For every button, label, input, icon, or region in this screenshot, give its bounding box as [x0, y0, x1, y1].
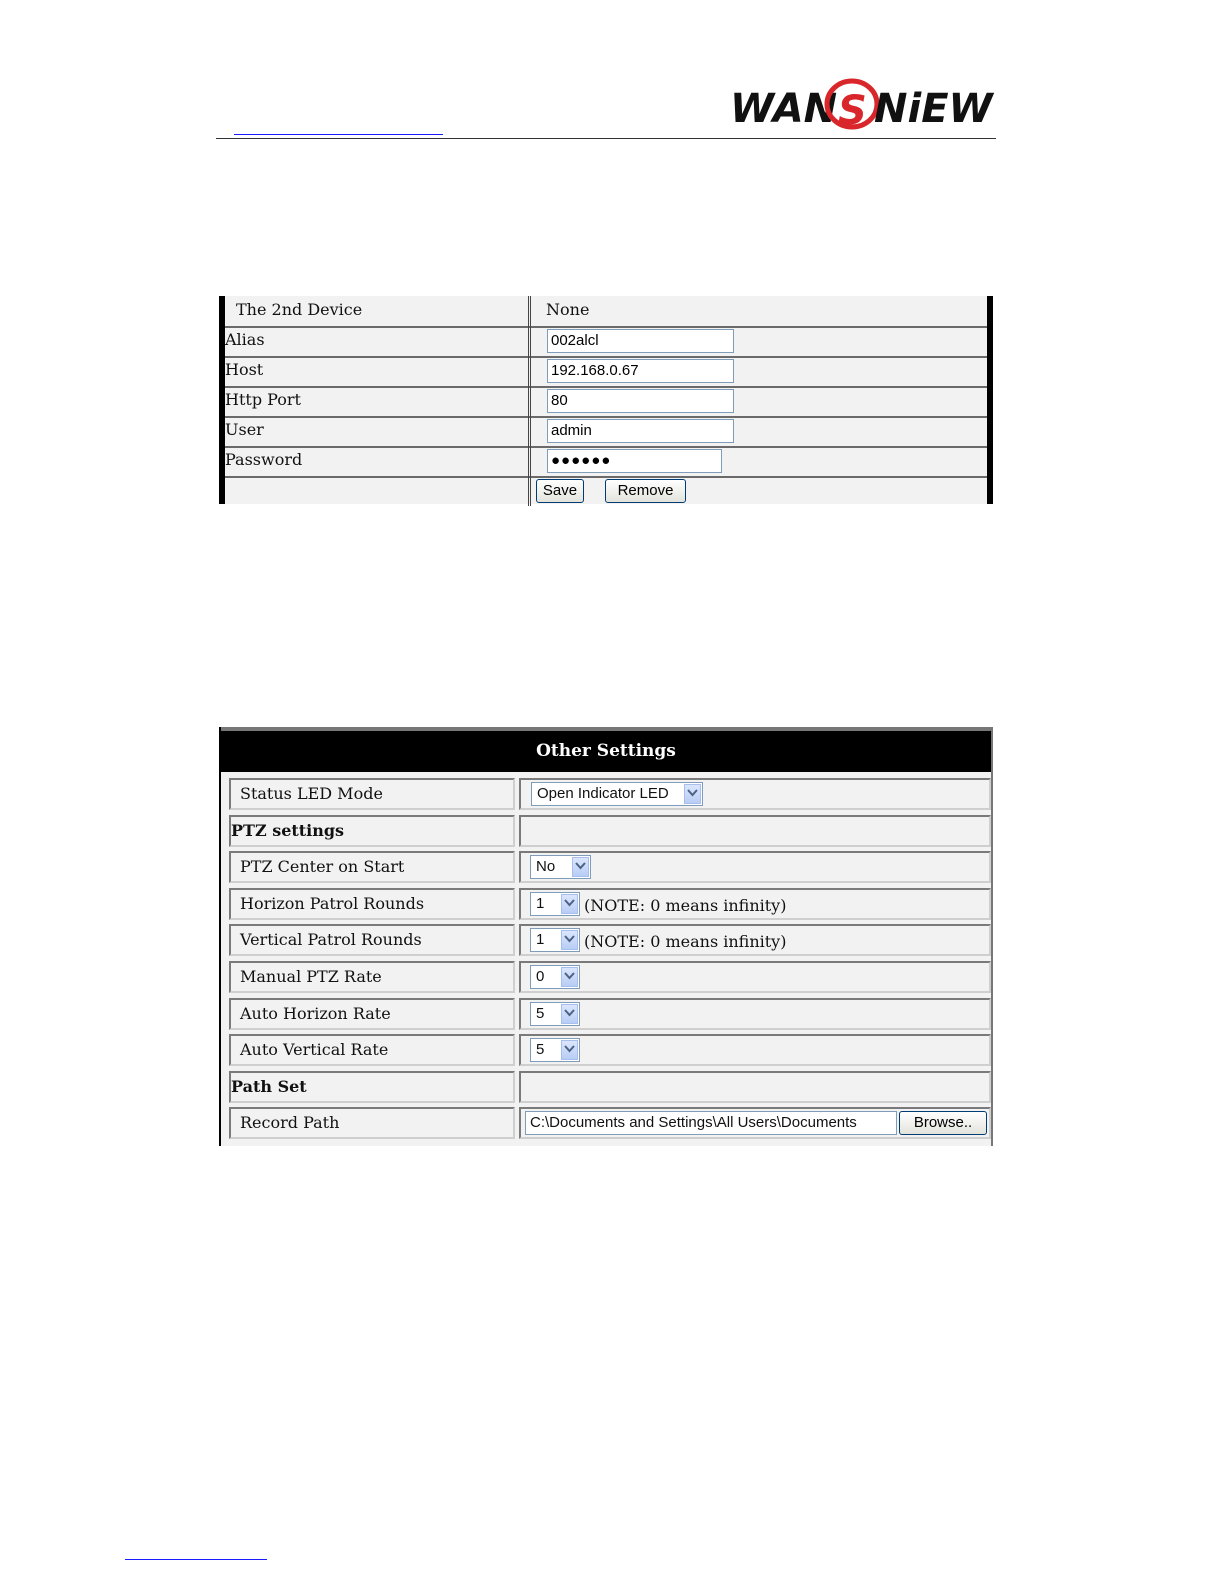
device-row [225, 326, 987, 358]
remove-button[interactable]: Remove [605, 479, 686, 503]
auto-horizon-select[interactable] [530, 1002, 580, 1026]
alias-input[interactable]: 002alcl [547, 329, 734, 353]
horizon-rounds-note: (NOTE: 0 means infinity) [584, 896, 787, 915]
horizon-rounds-label: Horizon Patrol Rounds [240, 894, 425, 913]
record-path-label-cell [229, 1107, 515, 1139]
path-section-heading: Path Set [231, 1077, 307, 1096]
password-input[interactable]: ●●●●●● [547, 449, 722, 473]
wanscam-logo [728, 78, 993, 134]
logo-text-1: WAN [730, 86, 838, 132]
header-link[interactable] [234, 118, 443, 135]
auto-horizon-value: 5 [536, 1005, 545, 1022]
vertical-rounds-note: (NOTE: 0 means infinity) [584, 932, 787, 951]
password-label: Password [225, 446, 531, 476]
http-port-input[interactable]: 80 [547, 389, 734, 413]
http-port-label: Http Port [225, 386, 531, 416]
ptz-center-select[interactable] [530, 855, 591, 879]
ptz-section-cell [229, 815, 515, 847]
logo-text-2: S [838, 88, 867, 134]
user-label: User [225, 416, 531, 446]
status-led-label: Status LED Mode [240, 784, 383, 803]
dropdown-arrow-icon[interactable] [684, 784, 701, 804]
horizon-rounds-value-cell [519, 888, 991, 920]
header-divider [216, 138, 996, 139]
status-led-select[interactable] [531, 782, 703, 806]
horizon-rounds-select[interactable] [530, 892, 580, 916]
user-input[interactable]: admin [547, 419, 734, 443]
vertical-rounds-label: Vertical Patrol Rounds [240, 930, 422, 949]
status-led-value-cell [519, 778, 991, 810]
auto-vertical-value-cell [519, 1034, 991, 1066]
dropdown-arrow-icon[interactable] [561, 1004, 578, 1024]
vertical-rounds-value-cell [519, 924, 991, 956]
host-label: Host [225, 356, 531, 386]
record-path-label: Record Path [240, 1113, 340, 1132]
auto-vertical-value: 5 [536, 1041, 545, 1058]
record-path-input[interactable]: C:\Documents and Settings\All Users\Documents [525, 1111, 897, 1135]
device-row-label: The 2nd Device [225, 296, 531, 326]
other-settings-title: Other Settings [221, 727, 991, 772]
device-row [225, 386, 987, 418]
manual-rate-label-cell [229, 961, 515, 993]
ptz-center-label: PTZ Center on Start [240, 857, 405, 876]
second-device-panel [219, 296, 993, 504]
ptz-center-value-cell [519, 851, 991, 883]
logo-text-3: NiEW [874, 86, 993, 132]
logo-graphic [728, 78, 993, 134]
manual-rate-select[interactable] [530, 965, 580, 989]
device-row-value: None [546, 300, 590, 319]
footer-link[interactable] [125, 1544, 267, 1560]
ptz-center-label-cell [229, 851, 515, 883]
dropdown-arrow-icon[interactable] [561, 1040, 578, 1060]
device-row [225, 356, 987, 388]
save-button[interactable]: Save [536, 479, 584, 503]
manual-rate-label: Manual PTZ Rate [240, 967, 382, 986]
auto-horizon-label-cell [229, 998, 515, 1030]
dropdown-arrow-icon[interactable] [561, 894, 578, 914]
auto-vertical-select[interactable] [530, 1038, 580, 1062]
dropdown-arrow-icon[interactable] [561, 930, 578, 950]
dropdown-arrow-icon[interactable] [561, 967, 578, 987]
auto-horizon-value-cell [519, 998, 991, 1030]
device-row [225, 446, 987, 478]
manual-rate-value-cell [519, 961, 991, 993]
vertical-rounds-value: 1 [536, 931, 545, 948]
horizon-rounds-label-cell [229, 888, 515, 920]
ptz-section-empty [519, 815, 991, 847]
browse-button[interactable]: Browse.. [899, 1111, 987, 1135]
path-section-cell [229, 1071, 515, 1103]
record-path-value-cell [519, 1107, 991, 1139]
auto-vertical-label: Auto Vertical Rate [240, 1040, 389, 1059]
path-section-empty [519, 1071, 991, 1103]
status-led-label-cell [229, 778, 515, 810]
alias-label: Alias [225, 326, 531, 356]
device-row [225, 296, 987, 328]
device-row [225, 416, 987, 448]
device-actions-row [225, 476, 987, 506]
dropdown-arrow-icon[interactable] [572, 857, 589, 877]
manual-rate-value: 0 [536, 968, 545, 985]
ptz-center-value: No [536, 858, 556, 875]
vertical-rounds-label-cell [229, 924, 515, 956]
status-led-value: Open Indicator LED [537, 785, 669, 802]
auto-horizon-label: Auto Horizon Rate [240, 1004, 391, 1023]
vertical-rounds-select[interactable] [530, 928, 580, 952]
device-actions-spacer [225, 476, 531, 506]
host-input[interactable]: 192.168.0.67 [547, 359, 734, 383]
other-settings-panel [219, 727, 993, 1146]
ptz-section-heading: PTZ settings [231, 821, 345, 840]
horizon-rounds-value: 1 [536, 895, 545, 912]
auto-vertical-label-cell [229, 1034, 515, 1066]
